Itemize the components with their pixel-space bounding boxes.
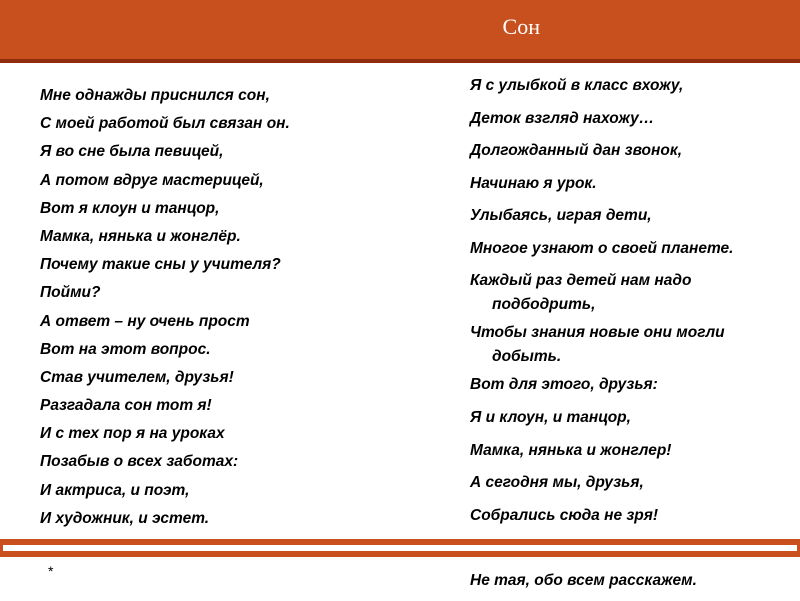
poem-line: Позабыв о всех заботах: [40,453,239,471]
slide-title: Сон [502,14,540,39]
poem-line: Начинаю я урок. [470,174,597,192]
poem-line: Мамка, нянька и жонглер! [470,441,672,459]
poem-line: Долгожданный дан звонок, [470,142,683,160]
poem-line: И с тех пор я на уроках [40,425,225,443]
poem-line: А потом вдруг мастерицей, [40,171,264,189]
poem-line: Вот на этот вопрос. [40,340,211,358]
footer-bar-stripe [3,545,797,551]
poem-line: Я и клоун, и танцор, [470,409,631,427]
poem-line: Разгадала сон тот я! [40,397,212,415]
poem-line: Каждый раз детей нам надо подбодрить, [470,272,692,314]
poem-line: И художник, и эстет. [40,509,210,527]
poem-line: Вот для этого, друзья: [470,376,658,394]
poem-line: Мне однажды приснился сон, [40,87,270,104]
poem-line: Я с улыбкой в класс вхожу, [470,77,684,94]
poem-line: А сегодня мы, друзья, [470,474,644,492]
poem-line: Вот я клоун и танцор, [40,199,220,217]
poem-line: Не тая, обо всем расскажем. [470,571,697,589]
poem-left-column [40,84,440,535]
poem-line: Мамка, нянька и жонглёр. [40,227,241,245]
poem-line: Многое узнают о своей планете. [470,239,734,257]
poem-line: Деток взгляд нахожу… [470,109,655,127]
poem-line: Став учителем, друзья! [40,368,234,386]
poem-line: С моей работой был связан он. [40,115,290,133]
title-bar-shadow [0,59,800,63]
poem-line: Почему такие сны у учителя? [40,256,281,274]
poem-line: И актриса, и поэт, [40,481,190,499]
poem-line: А ответ – ну очень прост [40,312,250,330]
poem-line: Пойми? [40,284,101,302]
poem-line: Улыбаясь, играя дети, [470,207,652,225]
poem-line: Я во сне была певицей, [40,143,224,161]
poem-line: Чтобы знания новые они могли добыть. [470,324,725,366]
poem-line: Собрались сюда не зря! [470,506,659,524]
poem-right-column [470,74,790,601]
footer-asterisk: * [48,563,54,579]
